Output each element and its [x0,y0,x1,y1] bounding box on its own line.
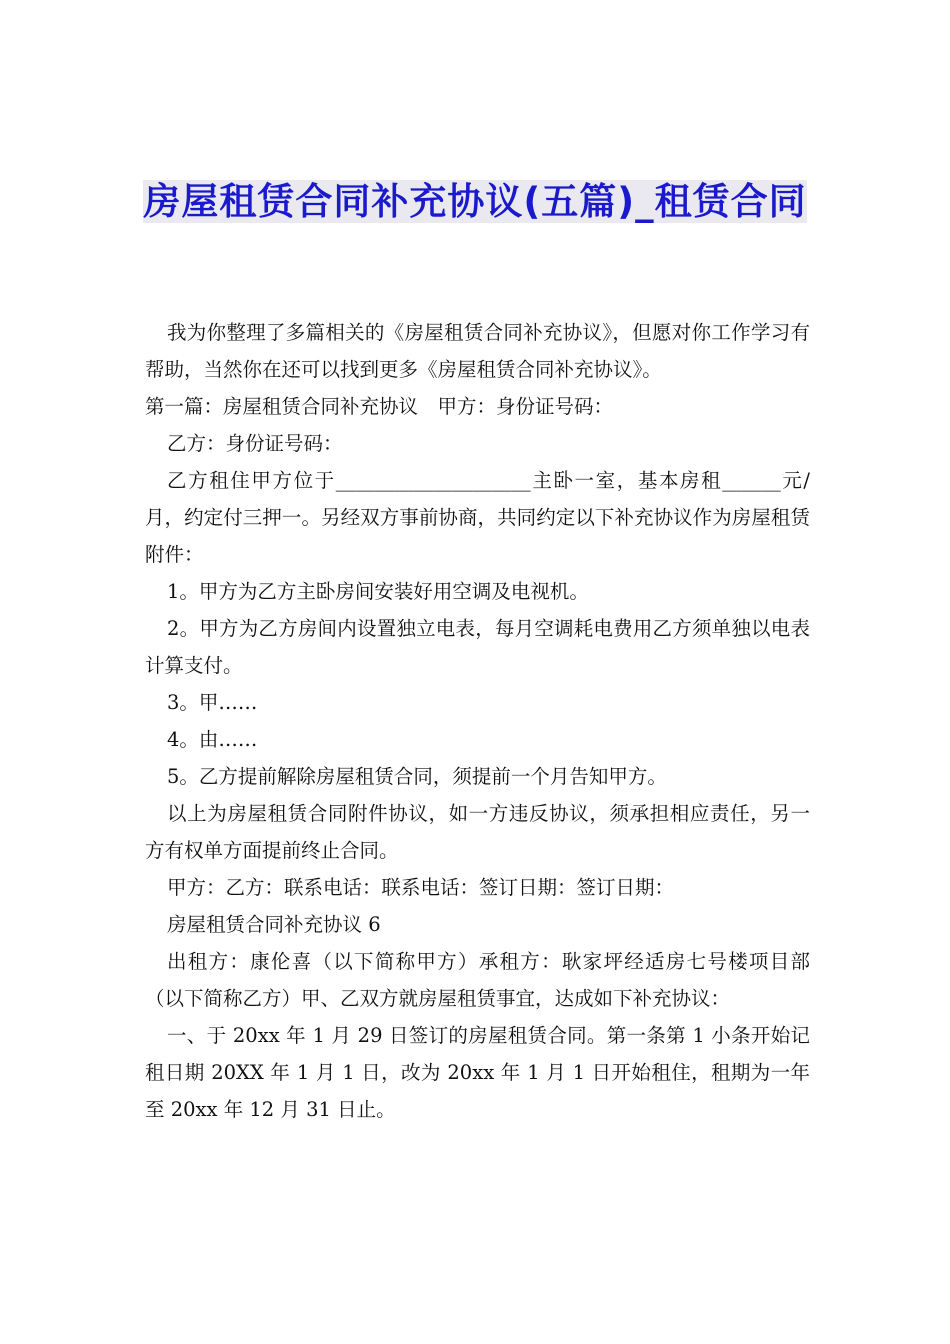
clause-3: 3。甲…… [167,691,258,714]
document-title-text: 房屋租赁合同补充协议(五篇)_租赁合同 [143,180,807,223]
document-body [145,314,810,1128]
section-six-heading: 房屋租赁合同补充协议 6 [167,913,381,936]
article-one-paragraph: 一、于 20xx 年 1 月 29 日签订的房屋租赁合同。第一条第 1 小条开始记租日期 20XX 年 1 月 1 日，改为 20xx 年 1 月 1 日开始租住，租期为一年至 20xx 年 12 月 31 日止。 [145,1024,810,1121]
clause-4: 4。由…… [167,728,258,751]
breach-paragraph: 以上为房屋租赁合同附件协议，如一方违反协议，须承担相应责任，另一方有权单方面提前终止合同。 [145,802,810,862]
signature-line: 甲方：乙方：联系电话：联系电话：签订日期：签订日期： [167,876,675,899]
parties-paragraph: 出租方：康伦喜（以下简称甲方）承租方：耿家坪经适房七号楼项目部（以下简称乙方）甲、乙双方就房屋租赁事宜，达成如下补充协议： [145,950,810,1010]
intro-paragraph: 我为你整理了多篇相关的《房屋租赁合同补充协议》，但愿对你工作学习有帮助，当然你在还可以找到更多《房屋租赁合同补充协议》。 [145,321,810,381]
clause-5: 5。乙方提前解除房屋租赁合同，须提前一个月告知甲方。 [167,765,667,788]
clause-2: 2。甲方为乙方房间内设置独立电表，每月空调耗电费用乙方须单独以电表计算支付。 [145,617,810,677]
section-one-heading: 第一篇：房屋租赁合同补充协议 甲方：身份证号码： [145,395,614,418]
clause-1: 1。甲方为乙方主卧房间安装好用空调及电视机。 [167,580,589,603]
party-b-id-line: 乙方：身份证号码： [167,432,343,455]
document-title [140,176,810,228]
rent-terms-paragraph: 乙方租住甲方位于____________________主卧一室，基本房租______元/月，约定付三押一。另经双方事前协商，共同约定以下补充协议作为房屋租赁附件： [145,469,810,566]
